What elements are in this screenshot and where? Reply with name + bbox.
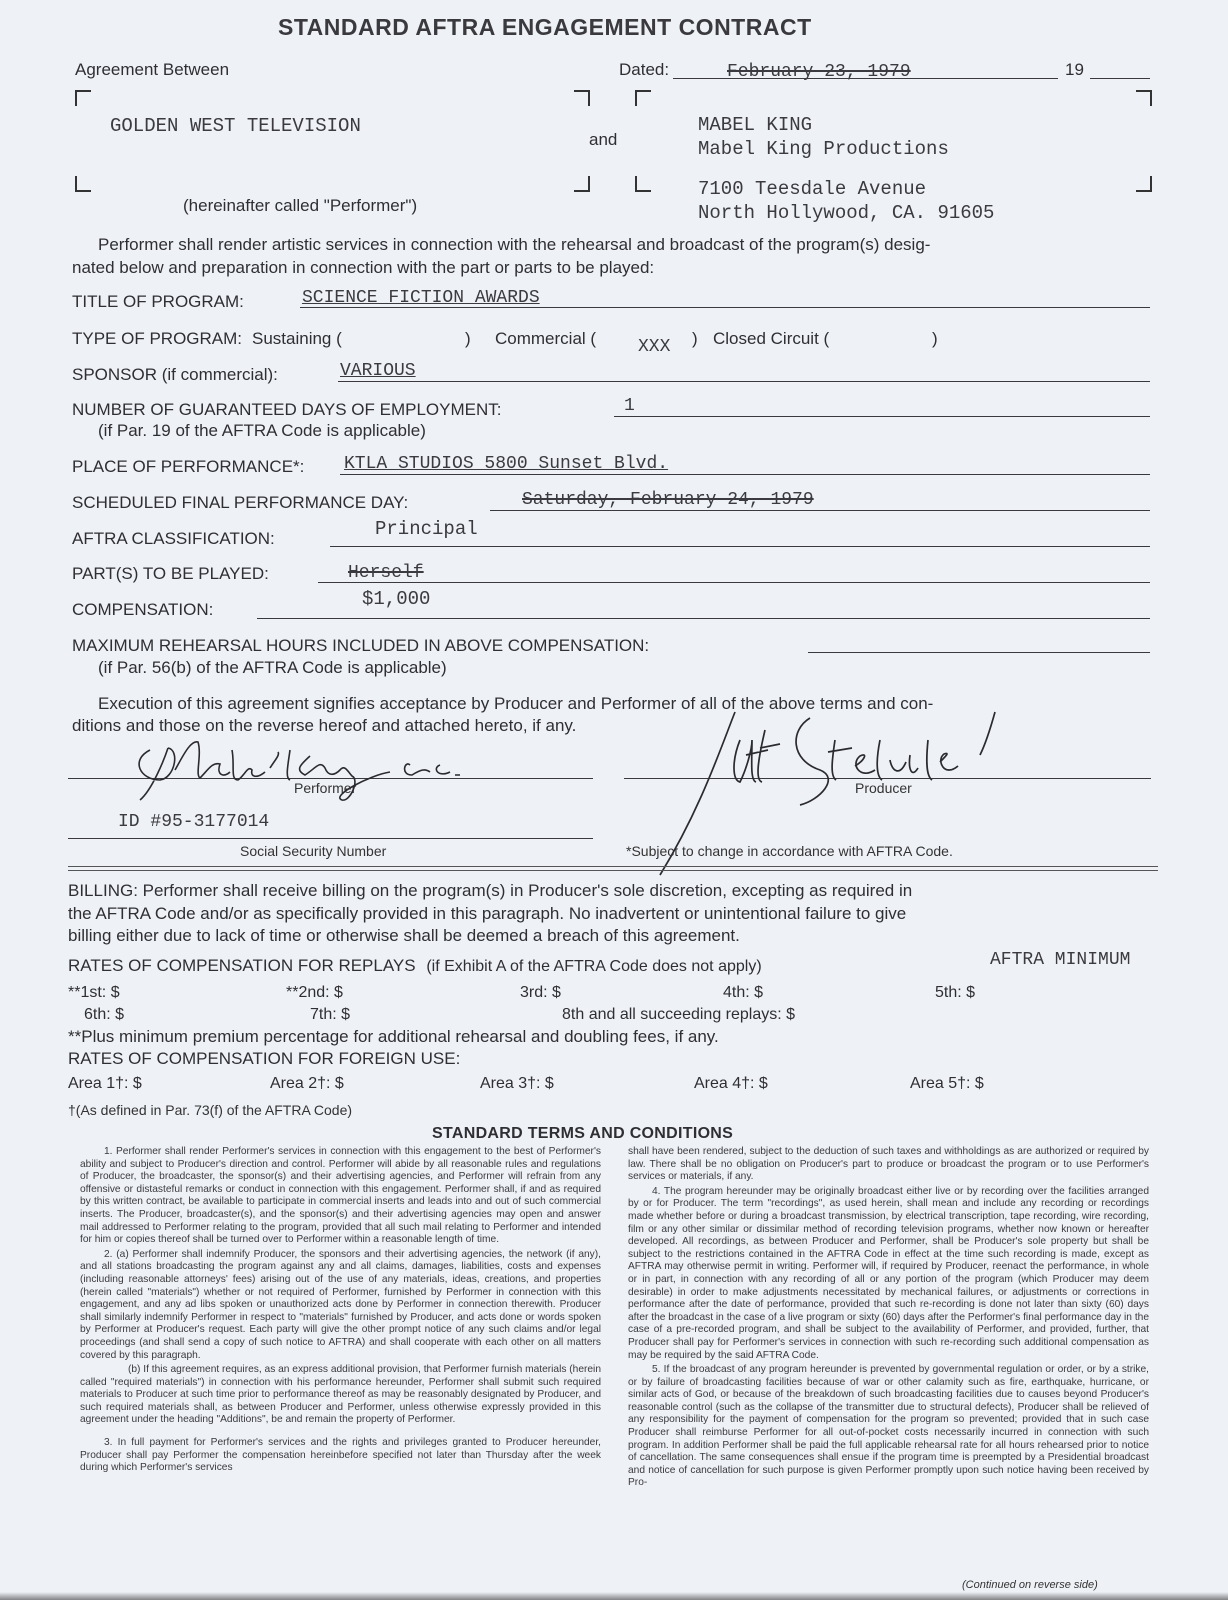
replays-typed-value: AFTRA MINIMUM: [990, 950, 1131, 970]
sponsor-line: [338, 381, 1150, 382]
foreign-area-4: Area 4†: $: [694, 1075, 768, 1092]
final-day-label: SCHEDULED FINAL PERFORMANCE DAY:: [72, 493, 409, 512]
replay-5th: 5th: $: [935, 984, 976, 1001]
section-divider: [68, 866, 1158, 871]
replay-3rd: 3rd: $: [520, 984, 561, 1001]
parts-value: Herself: [348, 563, 424, 583]
type-commercial-close: ): [692, 329, 698, 348]
performer-company: Mabel King Productions: [698, 138, 949, 160]
replays-heading-note: (if Exhibit A of the AFTRA Code does not apply): [426, 958, 762, 975]
terms-paragraph-1: 1. Performer shall render Performer's services in connection with this engagement to the best of Performer's ability and subject to Producer's direction and control. Performer will abide by all reasonable rules and regulations of Producer, the broadcaster, the sponsor(s) and their advertising agencies, and Performer will refrain from any offensive or distasteful remarks or conduct in connection with this engagement. Performer shall, if and as required by this written contract, be available to participate in commercial inserts and leads into and out of such commercial inserts. The Producer, broadcaster(s), and the sponsor(s) and their advertising agencies may open and answer mail addressed to Performer relating to the program, provided that all such mail relating to Performer and intended for him or copies thereof shall be turned over to Performer within a reasonable length of time.: [80, 1146, 601, 1246]
performer-label: Performer: [294, 780, 357, 796]
replay-1st: **1st: $: [68, 984, 120, 1001]
page-edge-shadow: [0, 1592, 1228, 1600]
sponsor-value: VARIOUS: [340, 361, 416, 381]
producer-name: GOLDEN WEST TELEVISION: [110, 115, 361, 137]
and-label: and: [589, 130, 618, 149]
terms-paragraph-2b: (b) If this agreement requires, as an express additional provision, that Performer furnish materials (herein called "required materials") in connection with his performance hereunder, Performer shall submit such required materials to Producer at such time prior to performance thereof as may be reasonably designated by Producer, and such required materials shall, as between Producer and Performer, unless otherwise expressly provided in this agreement under the heading "Additions", be and remain the property of Performer.: [80, 1364, 601, 1426]
guaranteed-days-note: (if Par. 19 of the AFTRA Code is applicable): [98, 421, 426, 440]
classification-line: [330, 546, 1150, 547]
year-prefix: 19: [1065, 60, 1084, 79]
place-value: KTLA STUDIOS 5800 Sunset Blvd.: [344, 454, 669, 474]
guaranteed-days-value: 1: [624, 396, 635, 416]
terms-paragraph-2a: 2. (a) Performer shall indemnify Producer, the sponsors and their advertising agencies, the network (if any), and all stations broadcasting the program against any and all claims, damages, liabilities, costs and expenses (including reasonable attorneys' fees) arising out of the use of any materials, ideas, creations, and properties (herein called "materials") whether or not required of Performer, furnished by Performer in connection with this engagement, and any ad libs spoken or unauthorized acts done by Performer in connection therewith. Producer shall similarly indemnify Performer in respect to "materials" furnished by Producer, and acts done or words spoken by Performer at Producer's request. Each party will give the other prompt notice of any such claims and/or legal proceedings (and shall send a copy of such notice to AFTRA) and shall cooperate with each other on all matters covered by this paragraph.: [80, 1248, 601, 1361]
billing-line1: BILLING: Performer shall receive billing on the program(s) in Producer's sole discretion, excepting as required in: [68, 881, 913, 900]
type-sustaining-close: ): [465, 329, 471, 348]
foreign-area-3: Area 3†: $: [480, 1075, 554, 1092]
foreign-area-1: Area 1†: $: [68, 1075, 142, 1092]
bracket-corner: [574, 176, 590, 192]
performer-name: MABEL KING: [698, 114, 813, 136]
type-commercial: Commercial (: [495, 329, 597, 348]
year-line: [1090, 78, 1150, 79]
bracket-corner: [75, 176, 91, 192]
foreign-area-5: Area 5†: $: [910, 1075, 984, 1092]
final-day-value: Saturday, February 24, 1979: [522, 490, 814, 510]
agreement-between-label: Agreement Between: [75, 60, 230, 79]
replay-6th: 6th: $: [84, 1006, 125, 1023]
replay-2nd: **2nd: $: [286, 984, 343, 1001]
foreign-area-note: †(As defined in Par. 73(f) of the AFTRA Code): [68, 1102, 353, 1118]
classification-value: Principal: [375, 518, 478, 540]
performer-address-line2: North Hollywood, CA. 91605: [698, 202, 995, 224]
performer-note: (hereinafter called "Performer"): [183, 196, 418, 215]
place-label: PLACE OF PERFORMANCE*:: [72, 457, 305, 476]
replays-premium-note: **Plus minimum premium percentage for additional rehearsal and doubling fees, if any.: [68, 1027, 719, 1046]
program-title-label: TITLE OF PROGRAM:: [72, 292, 244, 311]
rehearsal-hours-note: (if Par. 56(b) of the AFTRA Code is applicable): [98, 658, 447, 677]
replay-4th: 4th: $: [723, 984, 764, 1001]
terms-paragraph-3-continued: shall have been rendered, subject to the deduction of such taxes and withholdings as are authorized or required by law. There shall be no obligation on Producer's part to produce or broadcast the program or to use Performer's services or materials, if any.: [628, 1146, 1149, 1183]
compensation-value: $1,000: [362, 588, 431, 610]
terms-paragraph-5: 5. If the broadcast of any program hereunder is prevented by governmental regulation or order, or by a strike, or by failure of broadcasting facilities because of war or other calamity such as fire, earthquake, hurricane, or similar acts of God, or because of the breakdown of such broadcasting facilities due to causes beyond Producer's reasonable control (such as the collapse of the transmitter due to structural defects), Producer shall be relieved of any responsibility for the payment of compensation for the program so prevented; provided that in such case Producer shall reimburse Performer for all out-of-pocket costs necessarily incurred in connection with such program. In addition Performer shall be paid the full applicable rehearsal rate for all hours rehearsed prior to notice of cancellation. The same consequences shall ensue if the program time is preempted by a Presidential broadcast and notice of cancellation for such purpose is given Performer promptly upon such notice having been received by Pro-: [628, 1364, 1149, 1489]
program-type-label: TYPE OF PROGRAM:: [72, 329, 243, 348]
subject-to-change-footnote: *Subject to change in accordance with AFTRA Code.: [626, 843, 953, 859]
bracket-corner: [635, 176, 651, 192]
type-closed-close: ): [932, 329, 938, 348]
type-commercial-value: XXX: [638, 337, 671, 357]
ssn-line: [68, 838, 593, 839]
program-title-value: SCIENCE FICTION AWARDS: [302, 288, 540, 308]
ssn-value: ID #95-3177014: [118, 812, 270, 832]
terms-paragraph-3: 3. In full payment for Performer's services and the rights and privileges granted to Producer hereunder, Producer shall pay Performer the compensation hereinbefore specified not later than Thursday after the week during which Performer's services: [80, 1437, 601, 1474]
replay-7th: 7th: $: [310, 1006, 351, 1023]
contract-title: STANDARD AFTRA ENGAGEMENT CONTRACT: [278, 14, 812, 40]
bracket-corner: [75, 90, 91, 106]
intro-line1: Performer shall render artistic services in connection with the rehearsal and broadcast of the program(s) desig-: [98, 235, 931, 254]
compensation-label: COMPENSATION:: [72, 600, 214, 619]
place-line: [340, 474, 1150, 475]
foreign-use-heading: RATES OF COMPENSATION FOR FOREIGN USE:: [68, 1049, 461, 1068]
dated-label: Dated:: [619, 60, 670, 79]
guaranteed-days-line: [614, 416, 1150, 417]
bracket-corner: [574, 90, 590, 106]
ssn-label: Social Security Number: [240, 843, 387, 859]
performer-signature: [120, 720, 540, 810]
sponsor-label: SPONSOR (if commercial):: [72, 365, 278, 384]
parts-line: [318, 582, 1150, 583]
terms-left-column: [80, 1146, 601, 1477]
execution-line1: Execution of this agreement signifies acceptance by Producer and Performer of all of the above terms and con-: [98, 694, 934, 713]
producer-label: Producer: [855, 780, 912, 796]
execution-line2: ditions and those on the reverse hereof and attached hereto, if any.: [72, 716, 577, 735]
foreign-area-2: Area 2†: $: [270, 1075, 344, 1092]
bracket-corner: [1136, 176, 1152, 192]
type-closed-circuit: Closed Circuit (: [713, 329, 830, 348]
bracket-corner: [635, 90, 651, 106]
replay-8th-and-succeeding: 8th and all succeeding replays: $: [562, 1006, 796, 1023]
terms-paragraph-4: 4. The program hereunder may be originally broadcast either live or by recording over the facilities arranged by or for Producer. The term "recordings", as used herein, shall mean and include any recording or recordings made whether before or during a broadcast transmission, by electrical transcription, tape recording, wire recording, film or any other similar or dissimilar method of recording television programs, whether now known or hereafter developed. All recordings, as between Producer and Performer, shall be Producer's sole property but shall be subject to the restrictions contained in the AFTRA Code in effect at the time such recording is made, except as AFTRA may otherwise permit in writing. Performer will, if required by Producer, reenact the performance, in whole or in part, in connection with any recording of all or any portion of the program (which Producer may deem desirable) in order to make adjustments necessitated by mechanical failures, or adjustments or corrections in performance after the date of performance, provided that such re-recording is done not later than sixty (60) days after the broadcast in the case of a live program or sixty (60) days after the Performer's final performance day in the case of a pre-recorded program, and shall be subject to the availability of Performer, and provided, further, that Producer shall pay for Performer's services in connection with such re-recording such additional compensation as may be required by the said AFTRA Code.: [628, 1185, 1149, 1361]
continued-on-reverse: (Continued on reverse side): [962, 1579, 1098, 1591]
producer-signature: [640, 700, 1040, 890]
compensation-line: [257, 618, 1150, 619]
dated-value: February 23, 1979: [727, 62, 911, 82]
billing-line3: billing either due to lack of time or otherwise shall be deemed a breach of this agreement.: [68, 926, 740, 945]
final-day-line: [490, 510, 1150, 511]
parts-label: PART(S) TO BE PLAYED:: [72, 564, 269, 583]
replays-heading: [68, 956, 762, 976]
terms-right-column: [628, 1146, 1149, 1492]
classification-label: AFTRA CLASSIFICATION:: [72, 529, 275, 548]
terms-heading: STANDARD TERMS AND CONDITIONS: [432, 1125, 734, 1142]
rehearsal-hours-line: [808, 652, 1150, 653]
billing-line2: the AFTRA Code and/or as specifically provided in this paragraph. No inadvertent or unintentional failure to give: [68, 904, 907, 923]
bracket-corner: [1136, 90, 1152, 106]
intro-line2: nated below and preparation in connection with the part or parts to be played:: [72, 258, 655, 277]
guaranteed-days-label: NUMBER OF GUARANTEED DAYS OF EMPLOYMENT:: [72, 400, 502, 419]
replays-heading-text: RATES OF COMPENSATION FOR REPLAYS: [68, 956, 416, 975]
rehearsal-hours-label: MAXIMUM REHEARSAL HOURS INCLUDED IN ABOVE COMPENSATION:: [72, 636, 650, 655]
type-sustaining: Sustaining (: [252, 329, 342, 348]
performer-address-line1: 7100 Teesdale Avenue: [698, 178, 927, 200]
